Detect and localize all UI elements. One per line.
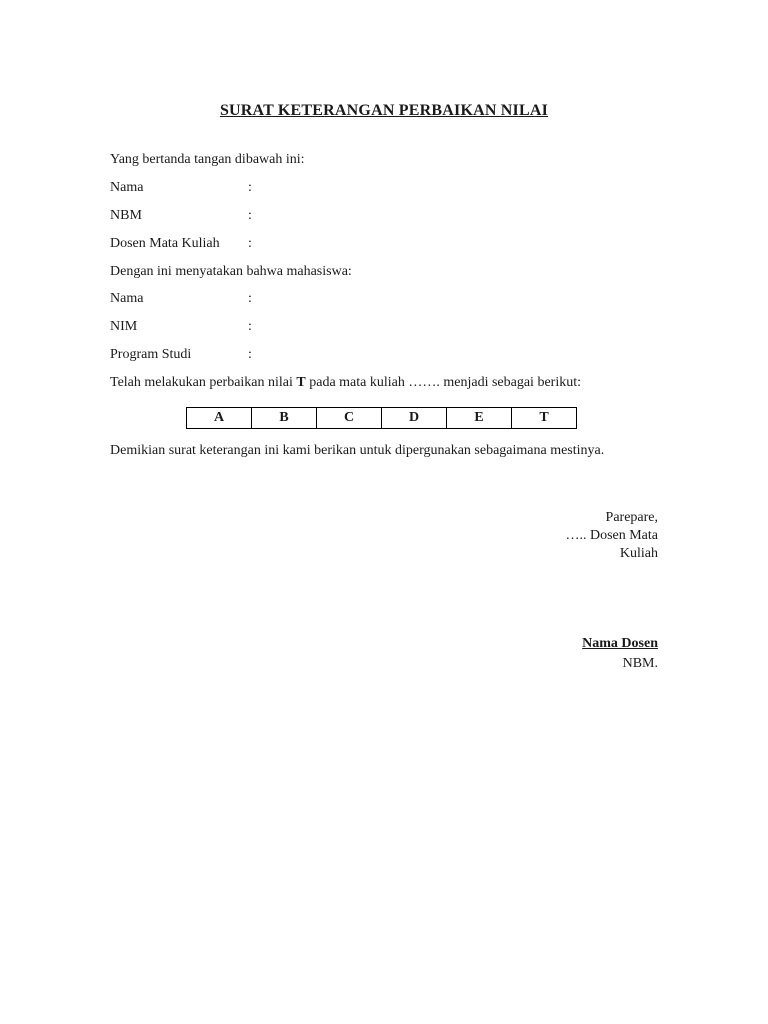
grade-cell: T [512, 408, 577, 429]
signer-name-row [110, 180, 252, 196]
improvement-grade: T [296, 375, 306, 390]
signature-place: Parepare, [605, 510, 658, 525]
grade-cell: D [382, 408, 447, 429]
field-colon: : [248, 236, 252, 251]
field-label: NBM [110, 208, 142, 223]
field-colon: : [248, 208, 252, 223]
grade-cell: B [252, 408, 317, 429]
signature-id: NBM. [622, 656, 658, 671]
field-label: Nama [110, 291, 144, 306]
intro-text: Yang bertanda tangan dibawah ini: [110, 152, 305, 167]
field-colon: : [248, 319, 252, 334]
field-colon: : [248, 291, 252, 306]
grade-cell: C [317, 408, 382, 429]
grade-cell: E [447, 408, 512, 429]
improvement-text-part2: pada mata kuliah ……. menjadi sebagai berikut: [305, 375, 581, 390]
grade-row [187, 408, 577, 429]
student-name-row [110, 291, 252, 307]
signature-name: Nama Dosen [582, 636, 658, 651]
grade-table [186, 407, 577, 429]
document-title: SURAT KETERANGAN PERBAIKAN NILAI [219, 102, 549, 119]
signature-role-line1: ….. Dosen Mata [565, 528, 658, 543]
field-colon: : [248, 347, 252, 362]
field-label: NIM [110, 319, 138, 334]
signer-course-row [110, 236, 252, 252]
improvement-text [110, 375, 581, 391]
signer-nbm-row [110, 208, 252, 224]
grade-cell: A [187, 408, 252, 429]
closing-text: Demikian surat keterangan ini kami berikan untuk dipergunakan sebagaimana mestinya. [110, 443, 605, 458]
field-label: Dosen Mata Kuliah [110, 236, 220, 251]
statement-text: Dengan ini menyatakan bahwa mahasiswa: [110, 264, 352, 279]
student-program-row [110, 347, 252, 363]
field-label: Nama [110, 180, 144, 195]
signature-role-line2: Kuliah [619, 546, 658, 561]
field-label: Program Studi [110, 347, 192, 362]
field-colon: : [248, 180, 252, 195]
improvement-text-part1: Telah melakukan perbaikan nilai [110, 375, 297, 390]
student-nim-row [110, 319, 252, 335]
